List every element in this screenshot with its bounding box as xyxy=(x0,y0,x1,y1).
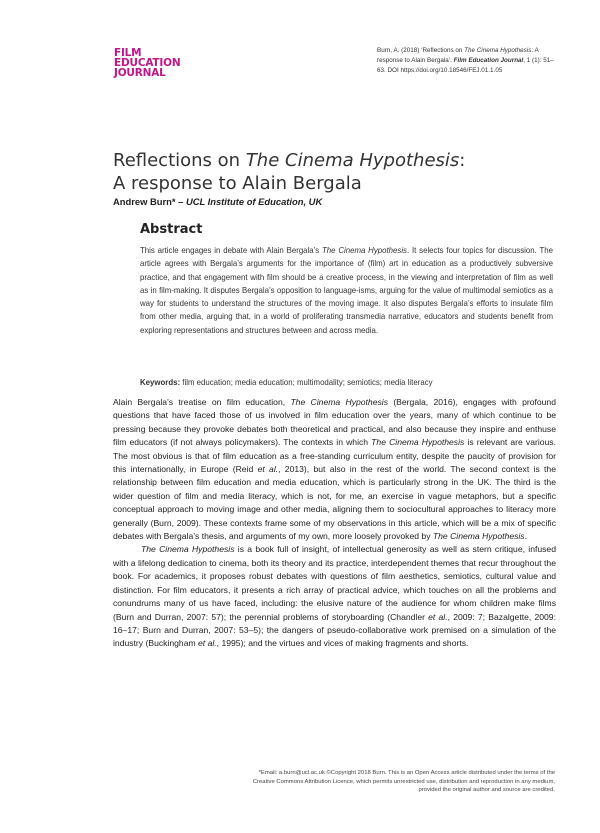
author-name: Andrew Burn* – xyxy=(113,196,186,207)
citation-book: The Cinema Hypothesis xyxy=(464,47,532,54)
author-affiliation: UCL Institute of Education, UK xyxy=(185,196,323,207)
abstract-heading: Abstract xyxy=(140,222,203,237)
abstract-body xyxy=(140,244,553,337)
abstract-text: This article engages in debate with Alain Bergala’s xyxy=(140,246,322,255)
abstract-book: The Cinema Hypothesis xyxy=(322,246,407,255)
article-body xyxy=(113,396,556,651)
journal-logo xyxy=(114,48,194,78)
author-line xyxy=(113,196,322,207)
title-book: The Cinema Hypothesis xyxy=(245,150,460,171)
keywords-label: Keywords: xyxy=(140,378,181,387)
logo-line: JOURNAL xyxy=(114,67,166,79)
title-text: Reflections on xyxy=(113,150,246,171)
paragraph: Alain Bergala’s treatise on film education, The Cinema Hypothesis (Bergala, 2016), engages with profound questions that have faced those of us involved in film education over the years, many of which continue to be pressing because they provoke debates both theoretical and practical, and also because they inspire and enthuse film educators (if not always policymakers). The contexts in which The Cinema Hypothesis is relevant are various. The most obvious is that of film education as a free-standing curriculum entity, despite the paucity of provision for this internationally, in Europe (Reid et al., 2013), but also in the rest of the world. The second context is the relationship between film education and media education, which is particularly strong in the UK. The third is the wider question of film and media literacy, which is not, for me, an exercise in vague metaphors, but a specific conceptual approach to moving image and other media, aligning them to sociocultural approaches to literacy more generally (Burn, 2009). These contexts frame some of my observations in this article, which will be a mix of specific debates with Bergala’s thesis, and arguments of my own, more loosely provoked by The Cinema Hypothesis. xyxy=(113,397,556,542)
keywords xyxy=(140,378,560,387)
citation xyxy=(377,46,555,76)
logo-line: EDUCATION xyxy=(114,57,181,69)
footnote: *Email: a.burn@ucl.ac.uk ©Copyright 2018 Burn. This is an Open Access article distributed under the terms of the Creative Commons Attribution Licence, which permits unrestricted use, distribution and reproduction in any medium, provided the original author and source are credited. xyxy=(252,770,555,794)
citation-text: Burn, A. (2018) ‘Reflections on xyxy=(377,47,465,54)
keywords-text: film education; media education; multimodality; semiotics; media literacy xyxy=(182,378,433,387)
logo-line: FILM xyxy=(114,47,142,59)
paragraph: The Cinema Hypothesis is a book full of insight, of intellectual generosity as well as stern critique, infused with a lifelong dedication to cinema, both its theory and its practice, interdependent themes that recur throughout the book. For academics, it proposes robust debates with questions of film aesthetics, semiotics, cultural value and distinction. For film educators, it presents a rich array of practical advice, which touches on all the problems and conundrums many of us have faced, including: the elusive nature of the audience for whom children make films (Burn and Durran, 2007: 57); the perennial problems of storyboarding (Chandler et al., 2009: 7; Bazalgette, 2009: 16–17; Burn and Durran, 2007: 53–5); the dangers of pseudo-collaborative work premised on a simulation of the industry (Buckingham et al., 1995); and the virtues and vices of making fragments and shorts. xyxy=(113,544,556,649)
title-line2: A response to Alain Bergala xyxy=(113,173,362,194)
citation-journal: Film Education Journal xyxy=(453,57,524,64)
title-text: : xyxy=(459,150,466,171)
citation-doi[interactable]: , 1 (1): 51–63. DOI https://doi.org/10.18546/FEJ.01.1.05 xyxy=(377,57,554,74)
abstract-text: . It selects four topics for discussion. The article agrees with Bergala’s arguments for the importance of (film) art in education as a productively subversive practice, and that engagement with film should be a creative process, in the viewing and interpretation of film as well as in film-making. It disputes Bergala’s opposition to language-isms, arguing for the value of multimodal semiotics as a way for students to understand the structures of the moving image. It also disputes Bergala’s efforts to insulate film from other media, arguing that, in a world of proliferating transmedia narrative, educators and students benefit from exploring representations and structures between and across media. xyxy=(140,246,553,335)
article-title xyxy=(113,149,533,195)
citation-text: : A response to Alain Bergala’. xyxy=(377,47,539,64)
